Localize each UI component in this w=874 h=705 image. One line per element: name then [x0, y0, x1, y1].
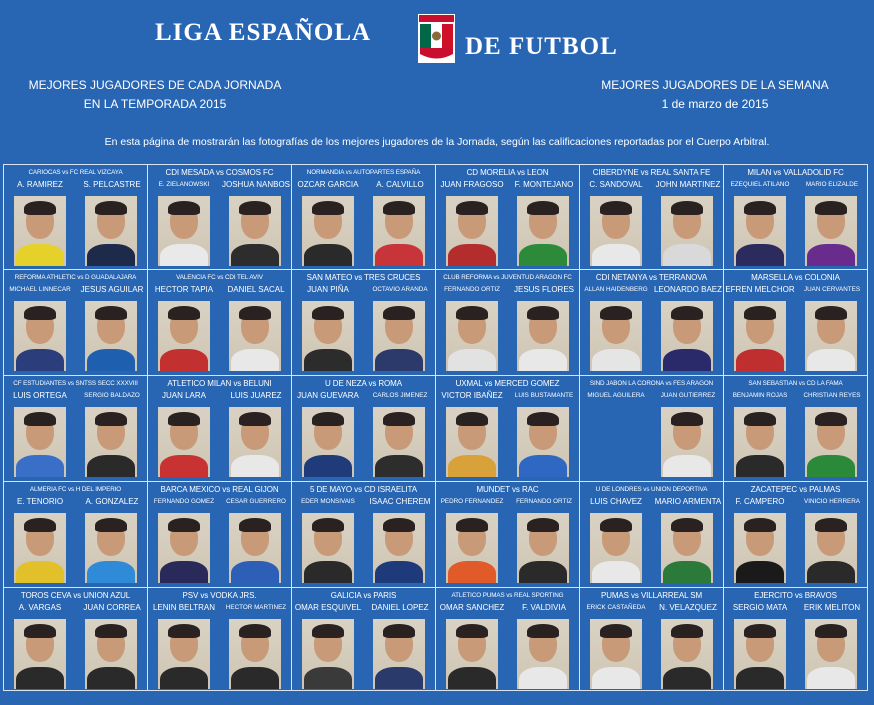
player-photo: [446, 196, 498, 266]
player-photo: [302, 407, 354, 477]
match-cell: [724, 588, 868, 691]
player-name: FERNANDO ORTIZ: [516, 498, 572, 505]
match-title: SAN MATEO vs TRES CRUCES: [306, 273, 421, 282]
match-cell: [580, 270, 724, 376]
player-photo: [734, 196, 786, 266]
player-name: OCTAVIO ARANDA: [372, 286, 428, 293]
match-cell: [580, 165, 724, 270]
match-title: MUNDET vs RAC: [476, 485, 539, 494]
player-photo: [661, 301, 713, 371]
match-cell: [292, 482, 436, 588]
player-name: VICTOR IBAÑEZ: [441, 391, 503, 400]
match-title: GALICIA vs PARIS: [330, 591, 397, 600]
player-name: A. VARGAS: [18, 603, 62, 612]
player-photo: [734, 619, 786, 689]
player-photo: [517, 407, 569, 477]
player-name: JESUS FLORES: [513, 285, 574, 294]
match-title: MILAN vs VALLADOLID FC: [747, 168, 844, 177]
player-photo: [734, 407, 786, 477]
player-photo: [805, 407, 857, 477]
match-title: UXMAL vs MERCED GOMEZ: [455, 379, 560, 388]
player-name: FERNANDO GOMEZ: [153, 498, 215, 505]
player-name: VINICIO HERRERA: [804, 498, 860, 505]
match-title: CF ESTUDIANTES vs SNTSS SECC XXXVIII: [13, 380, 138, 387]
player-photo: [805, 619, 857, 689]
player-photo: [590, 619, 642, 689]
match-title: CIBERDYNE vs REAL SANTA FE: [592, 168, 711, 177]
player-photo: [158, 301, 210, 371]
player-name: OMAR ESQUIVEL: [294, 603, 362, 612]
player-name: JOHN MARTINEZ: [655, 180, 721, 189]
player-photo: [85, 196, 137, 266]
player-photo: [302, 301, 354, 371]
player-name: C. SANDOVAL: [589, 180, 643, 189]
match-title: NORMANDIA vs AUTOPARTES ESPAÑA: [306, 169, 421, 176]
player-photo: [517, 196, 569, 266]
player-photo: [661, 196, 713, 266]
match-title: ZACATEPEC vs PALMAS: [750, 485, 841, 494]
match-cell: [292, 165, 436, 270]
player-name: E. TENORIO: [16, 497, 64, 506]
match-title: PUMAS vs VILLARREAL SM: [600, 591, 703, 600]
player-photo: [446, 619, 498, 689]
player-photo: [85, 301, 137, 371]
match-title: 5 DE MAYO vs CD ISRAELITA: [309, 485, 417, 494]
player-photo: [229, 513, 281, 583]
player-name: HECTOR TAPIA: [154, 285, 214, 294]
right-subtitle: [590, 76, 840, 114]
player-photo: [661, 513, 713, 583]
player-name: LUIS ORTEGA: [13, 391, 67, 400]
player-photo: [446, 407, 498, 477]
player-name: ALLAN HAIDENBERG: [584, 286, 648, 293]
player-name: DANIEL LOPEZ: [371, 603, 429, 612]
intro-text: En esta página de mostrarán las fotografías de los mejores jugadores de la Jornada, según las calificaciones reportadas por el Cuerpo Arbitral.: [104, 136, 770, 148]
league-crest-icon: [418, 14, 455, 63]
player-name: JOSHUA NANBOS: [221, 180, 290, 189]
player-name: JUAN PIÑA: [307, 285, 349, 294]
match-cell: [4, 588, 148, 691]
match-title: ATLETICO MILAN vs BELUNI: [167, 379, 272, 388]
player-name: S. PELCASTRE: [83, 180, 141, 189]
player-name: JUAN FRAGOSO: [440, 180, 504, 189]
player-name: SERGIO MATA: [732, 603, 788, 612]
player-name: JESUS AGUILAR: [80, 285, 144, 294]
player-photo: [590, 513, 642, 583]
player-name: EFREN MELCHOR: [725, 285, 795, 294]
match-cell: [436, 588, 580, 691]
page-header: [0, 0, 874, 80]
match-title: BARCA MEXICO vs REAL GIJON: [160, 485, 279, 494]
player-photo: [158, 196, 210, 266]
player-photo: [158, 407, 210, 477]
player-name: HECTOR MARTINEZ: [225, 604, 287, 611]
match-title: CDI NETANYA vs TERRANOVA: [595, 273, 708, 282]
player-name: ERICK CASTAÑEDA: [586, 604, 646, 611]
match-cell: [724, 270, 868, 376]
player-photo: [446, 301, 498, 371]
player-photo: [590, 301, 642, 371]
right-subtitle-line1: MEJORES JUGADORES DE LA SEMANA: [601, 78, 829, 92]
player-name: JUAN GUTIERREZ: [660, 392, 716, 399]
player-name: MIGUEL AGUILERA: [587, 392, 645, 399]
match-title: SAN SEBASTIAN vs CD LA FAMA: [748, 380, 843, 387]
player-name: A. GONZALEZ: [85, 497, 139, 506]
player-name: EDER MONSIVAIS: [301, 498, 355, 505]
player-name: MARIO ELIZALDE: [805, 181, 859, 188]
match-cell: [580, 376, 724, 482]
player-photo: [85, 513, 137, 583]
player-photo: [734, 513, 786, 583]
left-subtitle-line2: EN LA TEMPORADA 2015: [83, 97, 227, 111]
player-photo: [229, 196, 281, 266]
match-title: CD MORELIA vs LEON: [466, 168, 549, 177]
match-title: TOROS CEVA vs UNION AZUL: [20, 591, 131, 600]
match-title: MARSELLA vs COLONIA: [751, 273, 840, 282]
match-cell: [580, 482, 724, 588]
player-photo: [661, 619, 713, 689]
match-title: CLUB REFORMA vs JUVENTUD ARAGON FC: [443, 274, 572, 281]
match-cell: [436, 376, 580, 482]
player-name: OZCAR GARCIA: [297, 180, 359, 189]
players-grid: [3, 164, 868, 691]
match-title: SIND JABON LA CORONA vs FES ARAGON: [589, 380, 714, 387]
match-cell: [724, 165, 868, 270]
match-cell: [580, 588, 724, 691]
page-title-right: DE FUTBOL: [465, 33, 618, 60]
player-photo: [85, 619, 137, 689]
player-photo: [14, 407, 66, 477]
page-title-left: LIGA ESPAÑOLA: [155, 19, 372, 46]
player-name: N. VELAZQUEZ: [659, 603, 717, 612]
player-name: CHRISTIAN REYES: [803, 392, 861, 399]
player-name: FERNANDO ORTIZ: [444, 286, 500, 293]
player-photo: [734, 301, 786, 371]
player-photo: [229, 301, 281, 371]
match-title: ATLETICO PUMAS vs REAL SPORTING: [451, 592, 564, 599]
player-name: E. ZIELANOWSKI: [158, 181, 210, 188]
match-cell: [4, 482, 148, 588]
player-photo: [302, 196, 354, 266]
player-photo: [446, 513, 498, 583]
player-name: SERGIO BALDAZO: [84, 392, 140, 399]
match-cell: [436, 270, 580, 376]
right-subtitle-date: 1 de marzo de 2015: [661, 97, 769, 111]
match-cell: [724, 376, 868, 482]
player-photo: [158, 619, 210, 689]
player-photo: [14, 196, 66, 266]
match-cell: [148, 376, 292, 482]
match-title: CDI MESADA vs COSMOS FC: [165, 168, 274, 177]
player-name: ISAAC CHEREM: [369, 497, 431, 506]
player-photo: [805, 513, 857, 583]
player-photo: [517, 619, 569, 689]
player-photo: [805, 196, 857, 266]
match-cell: [148, 270, 292, 376]
player-name: JUAN LARA: [161, 391, 206, 400]
match-title: REFORMA ATHLETIC vs D GUADALAJARA: [14, 274, 137, 281]
player-name: PEDRO FERNANDEZ: [440, 498, 504, 505]
match-title: U DE LONDRES vs UNION DEPORTIVA: [595, 486, 708, 493]
player-photo: [85, 407, 137, 477]
left-subtitle-line1: MEJORES JUGADORES DE CADA JORNADA: [28, 78, 282, 92]
match-cell: [148, 165, 292, 270]
player-photo: [302, 619, 354, 689]
match-cell: [4, 376, 148, 482]
player-name: A. RAMIREZ: [17, 180, 63, 189]
player-photo: [373, 619, 425, 689]
player-name: CESAR GUERRERO: [226, 498, 286, 505]
left-subtitle: [20, 76, 290, 114]
player-photo: [373, 513, 425, 583]
player-name: DANIEL SACAL: [227, 285, 285, 294]
match-cell: [292, 270, 436, 376]
player-photo: [229, 407, 281, 477]
match-title: VALENCIA FC vs CDI TEL AVIV: [176, 274, 263, 281]
player-name: ERIK MELITON: [803, 603, 861, 612]
player-photo: [590, 196, 642, 266]
player-photo: [373, 196, 425, 266]
player-name: BENJAMIN ROJAS: [732, 392, 788, 399]
player-name: A. CALVILLO: [376, 180, 424, 189]
match-title: U DE NEZA vs ROMA: [325, 379, 402, 388]
player-photo: [14, 513, 66, 583]
match-title: CARIOCAS vs FC REAL VIZCAYA: [28, 169, 123, 176]
match-title: EJERCITO vs BRAVOS: [754, 591, 837, 600]
player-name: JUAN CORREA: [83, 603, 141, 612]
player-photo: [302, 513, 354, 583]
match-cell: [292, 588, 436, 691]
player-name: LENIN BELTRAN: [152, 603, 216, 612]
player-name: MARIO ARMENTA: [654, 497, 722, 506]
player-photo: [373, 301, 425, 371]
player-photo: [517, 513, 569, 583]
player-name: JUAN CERVANTES: [803, 286, 861, 293]
player-photo: [14, 301, 66, 371]
match-cell: [724, 482, 868, 588]
player-name: LUIS JUAREZ: [230, 391, 282, 400]
player-name: LUIS CHAVEZ: [590, 497, 642, 506]
match-title: PSV vs VODKA JRS.: [182, 591, 257, 600]
player-name: F. MONTEJANO: [514, 180, 574, 189]
match-cell: [148, 482, 292, 588]
player-photo: [661, 407, 713, 477]
player-photo: [14, 619, 66, 689]
player-photo: [373, 407, 425, 477]
player-photo: [229, 619, 281, 689]
player-name: LUIS BUSTAMANTE: [514, 392, 574, 399]
match-cell: [148, 588, 292, 691]
match-cell: [436, 165, 580, 270]
player-name: MICHAEL LINNECAR: [9, 286, 71, 293]
match-cell: [436, 482, 580, 588]
player-name: OMAR SANCHEZ: [439, 603, 505, 612]
match-title: ALMERIA FC vs H DEL IMPERIO: [29, 486, 122, 493]
player-photo: [517, 301, 569, 371]
match-cell: [4, 165, 148, 270]
match-cell: [292, 376, 436, 482]
player-name: EZEQUIEL ATILANO: [730, 181, 790, 188]
player-name: CARLOS JIMENEZ: [372, 392, 428, 399]
match-cell: [4, 270, 148, 376]
player-name: F. VALDIVIA: [522, 603, 566, 612]
player-photo: [158, 513, 210, 583]
player-name: LEONARDO BAEZ: [653, 285, 722, 294]
player-name: F. CAMPERO: [735, 497, 785, 506]
player-photo: [805, 301, 857, 371]
player-name: JUAN GUEVARA: [297, 391, 359, 400]
